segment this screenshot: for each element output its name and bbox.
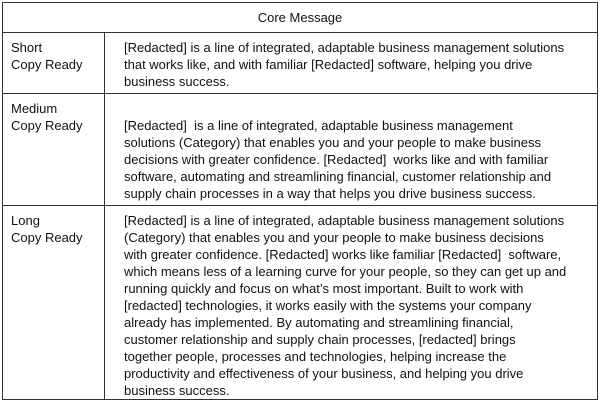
row-copy-text: [Redacted] is a line of integrated, adaptable business management solutions (Category) that enables you and your people to make business decisions with greater confidence. [Redacted] works like and with familiar software, automating and streamlining financial, customer relationship and supply chain processes in a way that helps you drive business success. [105, 94, 598, 206]
table-header: Core Message [3, 3, 598, 33]
row-label: Long Copy Ready [3, 206, 105, 400]
row-label: Medium Copy Ready [3, 94, 105, 206]
header-row [3, 3, 598, 33]
core-message-table [2, 2, 598, 400]
row-copy-text: [Redacted] is a line of integrated, adaptable business management solutions that works like, and with familiar [Redacted] software, helping you drive business success. [105, 33, 598, 94]
table-row-long [3, 206, 598, 400]
table-row-short [3, 33, 598, 94]
row-label: Short Copy Ready [3, 33, 105, 94]
row-copy-text: [Redacted] is a line of integrated, adaptable business management solutions (Category) that enables you and your people to make business decisions with greater confidence. [Redacted] works like familiar [Redacted] software, which means less of a learning curve for your people, so they can get up and running quickly and focus on what’s most important. Built to work with [redacted] technologies, it works easily with the systems your company already has implemented. By automating and streamlining financial, customer relationship and supply chain processes, [redacted] brings together people, processes and technologies, helping increase the productivity and effectiveness of your business, and helping you drive business success. [105, 206, 598, 400]
table-row-medium [3, 94, 598, 206]
